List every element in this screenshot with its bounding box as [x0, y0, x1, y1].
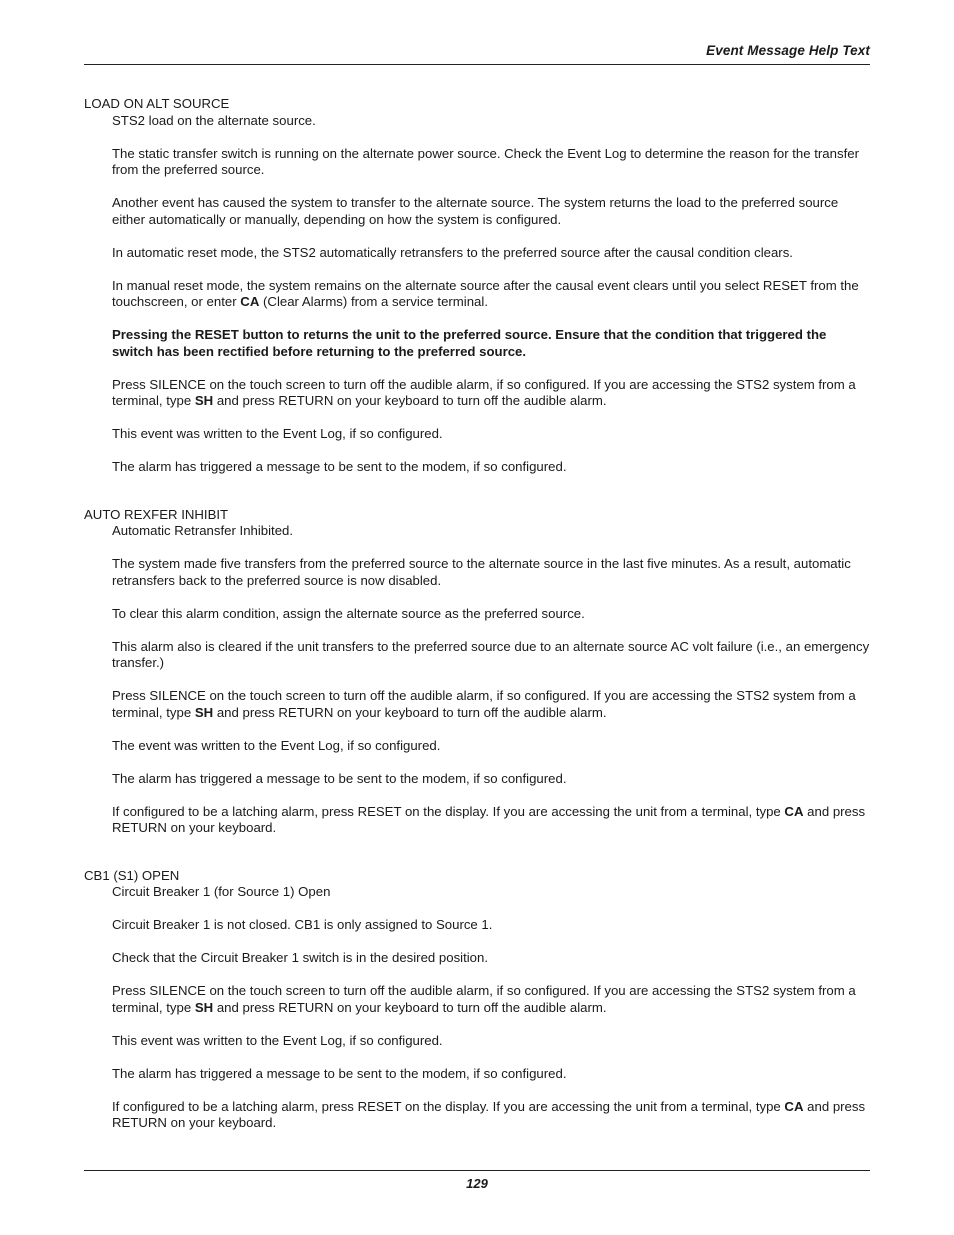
running-header-title: Event Message Help Text — [706, 43, 870, 58]
section-paragraph — [112, 606, 870, 623]
section-paragraph — [112, 771, 870, 788]
section-paragraph — [112, 377, 870, 410]
paragraph-text: In manual reset mode, the system remains on the alternate source after the causal event clears until you select RESET from the touchscreen, or enter — [112, 277, 859, 309]
paragraph-text: Pressing the RESET button to returns the unit to the preferred source. Ensure that the condition that triggered the switch has been rectified before returning to the preferred source. — [112, 327, 827, 359]
section-summary — [112, 523, 870, 540]
section-paragraph — [112, 426, 870, 443]
paragraph-text: Circuit Breaker 1 (for Source 1) Open — [112, 884, 331, 899]
page-number: 129 — [466, 1176, 488, 1191]
section-paragraph — [112, 278, 870, 311]
paragraph-text: and press RETURN on your keyboard to turn off the audible alarm. — [213, 999, 607, 1015]
header-rule — [84, 64, 870, 65]
section-paragraph — [112, 556, 870, 589]
command-keyword: CA — [784, 803, 804, 819]
paragraph-text: To clear this alarm condition, assign the alternate source as the preferred source. — [112, 605, 585, 621]
section-paragraph — [112, 245, 870, 262]
section-paragraph — [112, 1099, 870, 1132]
section-paragraph — [112, 195, 870, 228]
section-paragraph — [112, 146, 870, 179]
paragraph-text: The static transfer switch is running on the alternate power source. Check the Event Log to determine the reason for the transfer from the preferred source. — [112, 145, 859, 177]
section-paragraph — [112, 459, 870, 476]
section-paragraph — [112, 1033, 870, 1050]
help-section — [84, 96, 870, 476]
paragraph-text: The event was written to the Event Log, if so configured. — [112, 737, 441, 753]
help-section — [84, 507, 870, 837]
section-paragraph — [112, 738, 870, 755]
section-paragraph — [112, 1066, 870, 1083]
paragraph-text: The alarm has triggered a message to be sent to the modem, if so configured. — [112, 770, 567, 786]
paragraph-text: Press SILENCE on the touch screen to turn off the audible alarm, if so configured. If you are accessing the STS2 system from a terminal, type — [112, 688, 856, 720]
section-summary — [112, 884, 870, 901]
paragraph-text: and press RETURN on your keyboard to turn off the audible alarm. — [213, 393, 607, 408]
section-title: LOAD ON ALT SOURCE — [84, 96, 230, 111]
paragraph-text: If configured to be a latching alarm, press RESET on the display. If you are accessing the unit from a terminal, type — [112, 1098, 785, 1114]
paragraph-text: This alarm also is cleared if the unit transfers to the preferred source due to an alternate source AC volt failure (i.e., an emergency transfer.) — [112, 638, 870, 670]
paragraph-text: The alarm has triggered a message to be sent to the modem, if so configured. — [112, 459, 567, 474]
paragraph-text: Check that the Circuit Breaker 1 switch is in the desired position. — [112, 950, 489, 965]
section-paragraph — [112, 917, 870, 934]
section-paragraph — [112, 983, 870, 1016]
section-summary — [112, 113, 870, 130]
paragraph-text: (Clear Alarms) from a service terminal. — [259, 294, 488, 309]
paragraph-text: STS2 load on the alternate source. — [112, 112, 316, 128]
document-body — [84, 96, 870, 1148]
paragraph-text: and press RETURN on your keyboard. — [112, 803, 866, 835]
paragraph-text: If configured to be a latching alarm, press RESET on the display. If you are accessing the unit from a terminal, type — [112, 803, 785, 819]
paragraph-text: Another event has caused the system to transfer to the alternate source. The system returns the load to the preferred source either automatically or manually, depending on how the system is configured. — [112, 195, 839, 227]
paragraph-text: and press RETURN on your keyboard. — [112, 1098, 866, 1130]
paragraph-text: Automatic Retransfer Inhibited. — [112, 523, 294, 538]
paragraph-text: The system made five transfers from the preferred source to the alternate source in the last five minutes. As a result, automatic retransfers back to the preferred source is now disabled. — [112, 556, 851, 588]
paragraph-text: The alarm has triggered a message to be sent to the modem, if so configured. — [112, 1065, 567, 1081]
paragraph-text: This event was written to the Event Log, if so configured. — [112, 426, 443, 441]
section-paragraph — [112, 950, 870, 967]
command-keyword: CA — [784, 1098, 804, 1114]
command-keyword: SH — [194, 704, 214, 720]
paragraph-text: This event was written to the Event Log, if so configured. — [112, 1032, 443, 1048]
command-keyword: CA — [240, 294, 260, 309]
help-section — [84, 868, 870, 1132]
section-paragraph — [112, 639, 870, 672]
section-paragraph — [112, 688, 870, 721]
section-title: CB1 (S1) OPEN — [84, 867, 180, 883]
paragraph-text: In automatic reset mode, the STS2 automatically retransfers to the preferred source after the causal condition clears. — [112, 244, 793, 260]
paragraph-text: Press SILENCE on the touch screen to turn off the audible alarm, if so configured. If you are accessing the STS2 system from a terminal, type — [112, 983, 856, 1015]
command-keyword: SH — [194, 393, 214, 408]
paragraph-text: Press SILENCE on the touch screen to turn off the audible alarm, if so configured. If you are accessing the STS2 system from a terminal, type — [112, 376, 856, 408]
command-keyword: SH — [194, 999, 214, 1015]
section-paragraph — [112, 804, 870, 837]
paragraph-text: and press RETURN on your keyboard to turn off the audible alarm. — [213, 704, 607, 720]
section-paragraph — [112, 327, 870, 360]
footer-rule — [84, 1170, 870, 1171]
section-title: AUTO REXFER INHIBIT — [84, 506, 229, 522]
paragraph-text: Circuit Breaker 1 is not closed. CB1 is only assigned to Source 1. — [112, 917, 493, 932]
